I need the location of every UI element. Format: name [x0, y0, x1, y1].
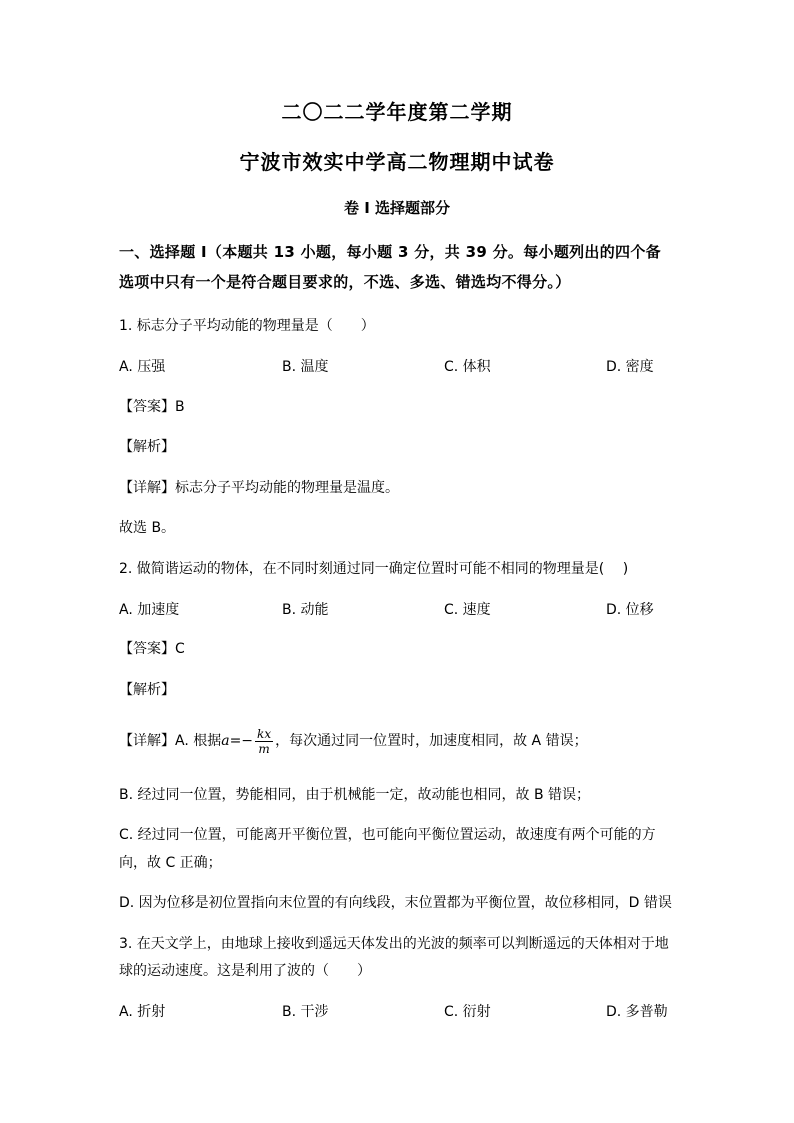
formula-lhs: a=−	[221, 733, 254, 749]
q1-option-c: C. 体积	[444, 359, 491, 375]
q2-detail-a	[119, 721, 588, 761]
formula-denominator: m	[258, 741, 270, 756]
q2-detail-prefix: 【详解】A. 根据	[119, 733, 222, 749]
q2-detail-suffix: ，每次通过同一位置时，加速度相同，故 A 错误；	[275, 733, 588, 749]
part-title: 卷 I 选择题部分	[343, 199, 451, 217]
q2-detail-d: D. 因为位移是初位置指向末位置的有向线段，末位置都为平衡位置，故位移相同，D 错误	[119, 895, 672, 911]
q1-detail: 【详解】标志分子平均动能的物理量是温度。	[119, 480, 399, 496]
q3-option-a: A. 折射	[119, 1004, 166, 1020]
formula-fraction	[255, 727, 273, 756]
q2-detail-c-line2: 向，故 C 正确；	[119, 855, 222, 871]
section-heading-line1: 一、选择题 I（本题共 13 小题，每小题 3 分，共 39 分。每小题列出的四个备	[119, 243, 661, 261]
q3-option-d: D. 多普勒	[606, 1004, 668, 1020]
semester-title: 二〇二二学年度第二学期	[281, 100, 513, 124]
q1-option-d: D. 密度	[606, 359, 654, 375]
q1-answer: 【答案】B	[119, 399, 185, 415]
q1-conclusion: 故选 B。	[119, 520, 176, 536]
q1-stem: 1. 标志分子平均动能的物理量是（ ）	[119, 318, 375, 334]
q3-stem-line2: 球的运动速度。这是利用了波的（ ）	[119, 963, 371, 979]
q3-option-c: C. 衍射	[444, 1004, 491, 1020]
q2-option-d: D. 位移	[606, 602, 654, 618]
q1-option-b: B. 温度	[282, 359, 329, 375]
q1-option-a: A. 压强	[119, 359, 166, 375]
q2-answer: 【答案】C	[119, 641, 185, 657]
q3-option-b: B. 干涉	[282, 1004, 329, 1020]
q2-analysis-label: 【解析】	[119, 682, 175, 698]
q2-detail-c-line1: C. 经过同一位置，可能离开平衡位置，也可能向平衡位置运动，故速度有两个可能的方	[119, 827, 656, 843]
section-heading-line2: 选项中只有一个是符合题目要求的，不选、多选、错选均不得分。）	[119, 273, 571, 291]
q1-analysis-label: 【解析】	[119, 439, 175, 455]
q2-option-b: B. 动能	[282, 602, 329, 618]
q2-option-a: A. 加速度	[119, 602, 180, 618]
formula-numerator: kx	[257, 726, 272, 741]
q2-detail-b: B. 经过同一位置，势能相同，由于机械能一定，故动能也相同，故 B 错误；	[119, 787, 591, 803]
q2-stem: 2. 做简谐运动的物体，在不同时刻通过同一确定位置时可能不相同的物理量是( )	[119, 561, 629, 577]
q3-stem-line1: 3. 在天文学上，由地球上接收到遥远天体发出的光波的频率可以判断遥远的天体相对于地	[119, 936, 669, 952]
exam-title: 宁波市效实中学高二物理期中试卷	[239, 150, 555, 174]
q2-option-c: C. 速度	[444, 602, 491, 618]
